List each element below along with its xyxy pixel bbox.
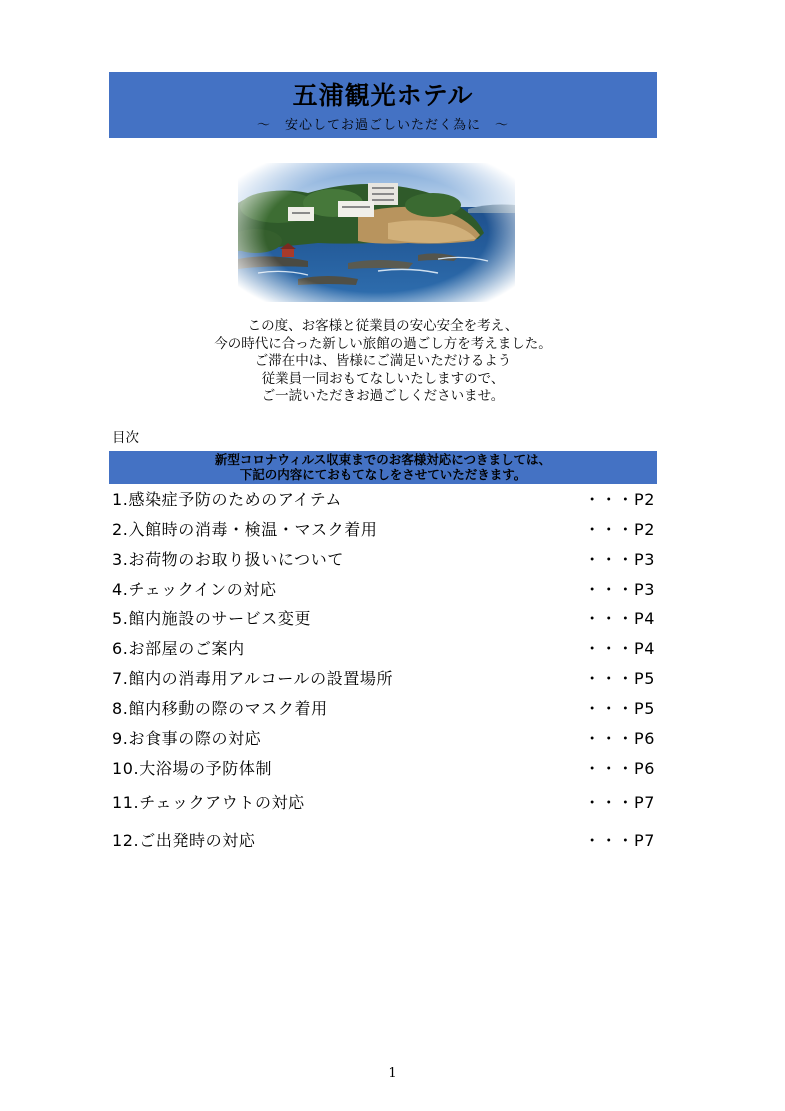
toc-item-label: 12.ご出発時の対応 (112, 831, 256, 850)
toc-item-page: ・・・P5 (584, 669, 655, 688)
intro-line: この度、お客様と従業員の安心安全を考え、 (247, 318, 519, 334)
toc-item[interactable] (112, 666, 655, 688)
toc-item[interactable] (112, 790, 655, 812)
notice-line: 下記の内容にておもてなしをさせていただきます。 (239, 467, 527, 482)
toc-item-label: 1.感染症予防のためのアイテム (112, 490, 343, 509)
toc-item-page: ・・・P3 (584, 550, 655, 569)
toc-item-label: 9.お食事の際の対応 (112, 729, 262, 748)
title-banner (109, 72, 657, 138)
toc-item[interactable] (112, 636, 655, 658)
toc-item[interactable] (112, 828, 655, 850)
toc-heading: 目次 (112, 430, 139, 446)
intro-line: ご一読いただきお過ごしくださいませ。 (261, 388, 505, 404)
toc-item-page: ・・・P6 (584, 759, 655, 778)
toc-item-label: 6.お部屋のご案内 (112, 639, 245, 658)
hotel-subtitle: ～ 安心してお過ごしいただく為に ～ (256, 118, 509, 133)
page-number: 1 (388, 1066, 397, 1081)
toc-item[interactable] (112, 577, 655, 599)
hotel-coast-photo (238, 163, 515, 302)
toc-item-label: 2.入館時の消毒・検温・マスク着用 (112, 520, 378, 539)
toc-item-page: ・・・P7 (584, 793, 655, 812)
toc-item-page: ・・・P5 (584, 699, 655, 718)
toc-item-label: 7.館内の消毒用アルコールの設置場所 (112, 669, 394, 688)
toc-item[interactable] (112, 547, 655, 569)
toc-item-label: 10.大浴場の予防体制 (112, 759, 273, 778)
toc-item[interactable] (112, 487, 655, 509)
intro-line: 今の時代に合った新しい旅館の過ごし方を考えました。 (214, 335, 552, 352)
intro-message (109, 318, 657, 406)
intro-line: 従業員一同おもてなしいたしますので、 (261, 370, 505, 387)
intro-line: ご滞在中は、皆様にご満足いただけるよう (254, 353, 512, 369)
toc-item-label: 3.お荷物のお取り扱いについて (112, 550, 344, 569)
toc-item-page: ・・・P4 (584, 639, 655, 658)
toc-item[interactable] (112, 517, 655, 539)
toc-item[interactable] (112, 606, 655, 628)
toc-item-label: 8.館内移動の際のマスク着用 (112, 699, 328, 718)
toc-item[interactable] (112, 756, 655, 778)
toc-item-page: ・・・P4 (584, 609, 655, 628)
hotel-title: 五浦観光ホテル (292, 81, 474, 110)
toc-item-page: ・・・P7 (584, 831, 655, 850)
covid-notice-banner (109, 451, 657, 484)
notice-line: 新型コロナウィルス収束までのお客様対応につきましては、 (214, 452, 552, 467)
toc-item-page: ・・・P3 (584, 580, 655, 599)
toc-item-label: 11.チェックアウトの対応 (112, 793, 305, 812)
toc-item-page: ・・・P6 (584, 729, 655, 748)
toc-item-label: 5.館内施設のサービス変更 (112, 609, 312, 628)
toc-item[interactable] (112, 696, 655, 718)
toc-item-page: ・・・P2 (584, 520, 655, 539)
toc-item-label: 4.チェックインの対応 (112, 580, 277, 599)
toc-item[interactable] (112, 726, 655, 748)
toc-item-page: ・・・P2 (584, 490, 655, 509)
